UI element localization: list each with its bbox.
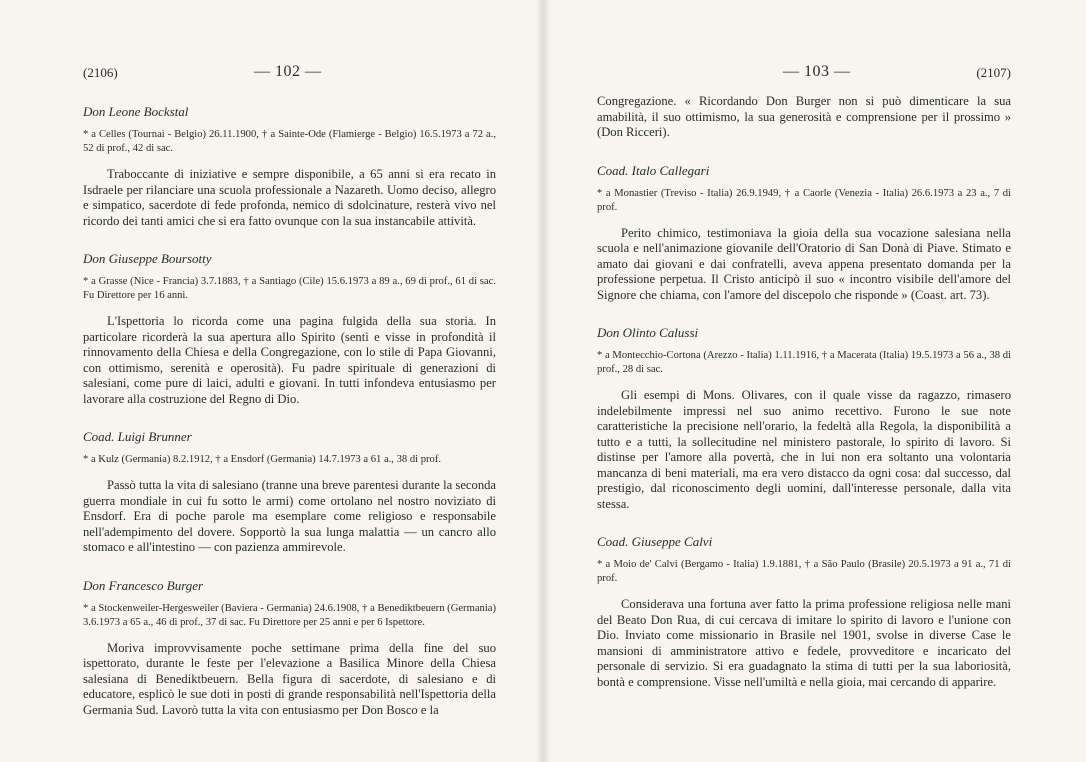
entry-bio: Traboccante di iniziative e sempre disponibile, a 65 anni si era recato in Isdraele per rilanciare una scuola professionale a Nazareth. Uomo deciso, allegro e simpatico, sacerdote di fede profonda, nemico di sdolcinature, resterà vivo nel ricordo dei tanti amici che si era fatto ovunque con la sua instancabile attività. <box>83 167 496 228</box>
left-page-number: — 102 — <box>254 63 322 80</box>
entry-bio: Gli esempi di Mons. Olivares, con il quale visse da ragazzo, rimasero indelebilmente impressi nel suo animo recettivo. Furono le sue note caratteristiche la precisione nell'orario, la fedeltà alla Regola, la disponibilità a tutto e a tutti, la sollecitudine nel ministero pastorale, lo spirito di lavoro. Si distinse per l'amore alla povertà, che in lui non era soltanto una volontaria mancanza di beni materiali, ma era vero distacco da ogni cosa: dal successo, dal prestigio, dal riconoscimento degli uomini, dall'interesse personale, dalla vita stessa. <box>597 388 1011 511</box>
entry-name: Don Leone Bockstal <box>83 104 189 119</box>
left-page-content <box>83 0 496 740</box>
right-page-number: — 103 — <box>783 63 851 80</box>
entry-name: Coad. Luigi Brunner <box>83 429 192 444</box>
entry-name: Don Olinto Calussi <box>597 325 699 340</box>
right-page-code: (2107) <box>976 65 1011 80</box>
entry-meta: * a Moio de' Calvi (Bergamo - Italia) 1.9.1881, † a São Paulo (Brasile) 20.5.1973 a 91 a., 71 di prof. <box>597 559 1011 584</box>
right-page <box>543 0 1086 762</box>
entry-bio: Passò tutta la vita di salesiano (tranne una breve parentesi durante la seconda guerra mondiale in cui fu sotto le armi) come ortolano nel nostro noviziato di Ensdorf. Era di poche parole ma esemplare come religioso e responsabile nell'adempimento del dovere. Sopportò la sua lunga malattia — un cancro allo stomaco e all'intestino — con pazienza ammirevole. <box>83 478 496 554</box>
right-page-header <box>597 64 1011 86</box>
obituary-entry <box>83 429 496 556</box>
obituary-entry <box>597 163 1011 304</box>
entry-name: Don Giuseppe Boursotty <box>83 251 212 266</box>
entry-name: Coad. Italo Callegari <box>597 162 710 178</box>
entry-meta: * a Grasse (Nice - Francia) 3.7.1883, † a Santiago (Cile) 15.6.1973 a 89 a., 69 di prof., 61 di sac. Fu Direttore per 16 anni. <box>83 276 496 301</box>
entry-meta: * a Monastier (Treviso - Italia) 26.9.1949, † a Caorle (Venezia - Italia) 26.6.1973 a 23 a., 7 di prof. <box>597 187 1011 213</box>
entry-name: Coad. Giuseppe Calvi <box>597 534 713 549</box>
obituary-entry <box>83 251 496 407</box>
entry-bio: Considerava una fortuna aver fatto la prima professione religiosa nelle mani del Beato Don Rua, di cui cercava di imitare lo spirito di lavoro e l'unione con Dio. Inviato come missionario in Brasile nel 1901, svolse in diverse Case le mansioni di amministratore attivo e fedele, provveditore e incaricato del personale di servizio. Si era guadagnato la stima di tutti per la sua laboriosità, bontà e comprensione. Visse nell'umiltà e nella gioia, mai cercando di apparire. <box>597 597 1011 689</box>
entry-bio: Moriva improvvisamente poche settimane prima della fine del suo ispettorato, durante le feste per l'elevazione a Basilica Minore della Chiesa salesiana di Benediktbeuern. Bella figura di sacerdote, di salesiano e di educatore, esplicò le sue doti in posti di grande responsabilità nell'Ispettoria della Germania Sud. Lavorò tutta la vita con entusiasmo per Don Bosco e la <box>83 640 496 717</box>
obituary-entry <box>83 578 496 719</box>
entry-bio: Perito chimico, testimoniava la gioia della sua vocazione salesiana nella scuola e nell'animazione giovanile dell'Oratorio di San Donà di Piave. Stimato e amato dai giovani e dai confratelli, aveva appena presentato domanda per la professione perpetua. Il Cristo anticipò il suo « incontro visibile dell'amore del Signore che chiama, con l'amore del discepolo che risponde » (Coast. art. 73). <box>597 225 1011 302</box>
entry-name: Don Francesco Burger <box>83 577 204 593</box>
obituary-entry <box>597 534 1011 690</box>
entry-meta: * a Celles (Tournai - Belgio) 26.11.1900, † a Sainte-Ode (Flamierge - Belgio) 16.5.1973 a 72 a., 52 di prof., 42 di sac. <box>83 129 496 154</box>
left-page-header <box>83 64 496 86</box>
right-page-content <box>597 0 1011 712</box>
entry-bio: L'Ispettoria lo ricorda come una pagina fulgida della sua storia. In particolare ricorderà la sua apertura allo Spirito (sentì e visse in profondità il rinnovamento della Chiesa e della Congregazione, con lo stile di Papa Giovanni, con ottimismo, serenità e operosità). Fu padre spirituale di generazioni di salesiani, come pure di laici, adulti e giovani. In tutti infondeva entusiasmo per lavorare alla costruzione del Regno di Dio. <box>83 314 496 406</box>
continuation-paragraph: Congregazione. « Ricordando Don Burger non si può dimenticare la sua amabilità, il suo ottimismo, la sua generosità e comprensione per il prossimo » (Don Ricceri). <box>597 94 1011 139</box>
entry-meta: * a Stockenweiler-Hergesweiler (Baviera - Germania) 24.6.1908, † a Benediktbeuern (Germania) 3.6.1973 a 65 a., 46 di prof., 37 di sac. Fu Direttore per 25 anni e per 6 Ispettore. <box>83 602 496 628</box>
entry-meta: * a Kulz (Germania) 8.2.1912, † a Ensdorf (Germania) 14.7.1973 a 61 a., 38 di prof. <box>83 454 442 465</box>
continued-text <box>597 94 1011 141</box>
left-page-code: (2106) <box>83 65 118 80</box>
obituary-entry <box>597 325 1011 512</box>
entry-meta: * a Montecchio-Cortona (Arezzo - Italia) 1.11.1916, † a Macerata (Italia) 19.5.1973 a 56 a., 38 di prof., 28 di sac. <box>597 350 1011 375</box>
obituary-entry <box>83 104 496 229</box>
